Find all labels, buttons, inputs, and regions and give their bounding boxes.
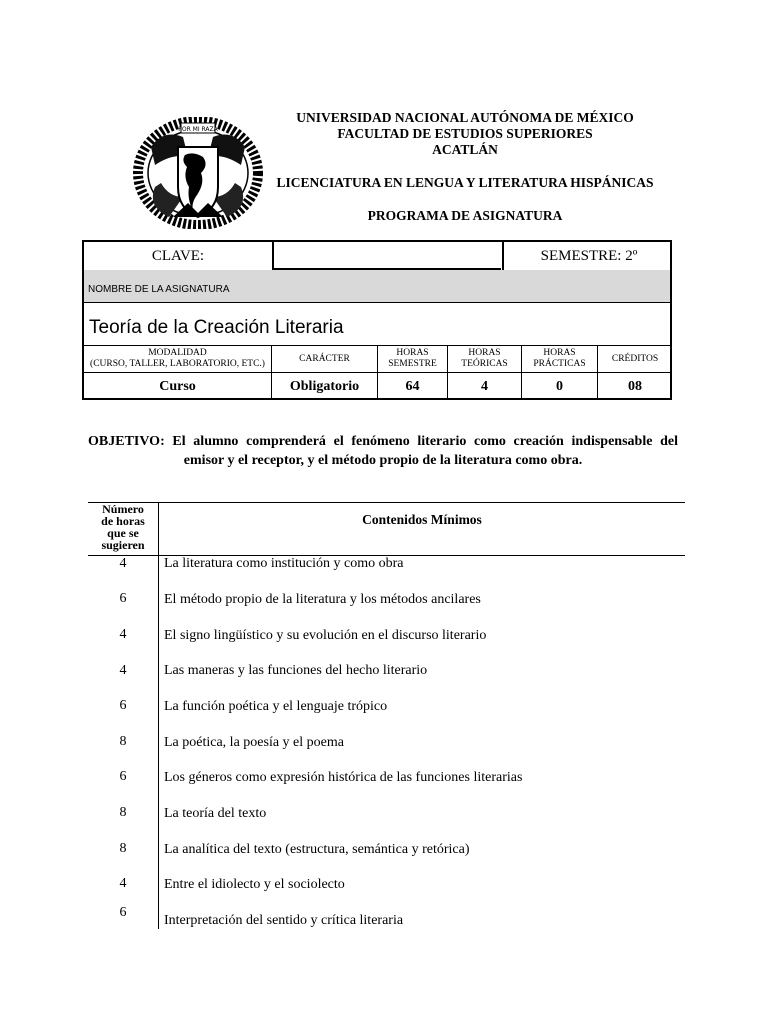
row-hours: 8: [119, 734, 127, 749]
subject-info-box: [82, 240, 672, 400]
row-content: La analítica del texto (estructura, semántica y retórica): [164, 842, 470, 857]
row-content: La función poética y el lenguaje trópico: [164, 699, 388, 714]
column-header: HORAS TEÓRICAS: [448, 346, 522, 372]
clave-row: [84, 242, 670, 271]
column-value: 0: [522, 373, 598, 400]
row-hours: 4: [119, 876, 127, 891]
row-content: El método propio de la literatura y los métodos ancilares: [164, 592, 481, 607]
row-hours: 6: [119, 905, 127, 920]
table-column-rule: [158, 502, 159, 929]
semestre-label: SEMESTRE: 2º: [502, 242, 674, 270]
column-values-row: [84, 373, 670, 400]
row-content: La literatura como institución y como obra: [164, 556, 404, 571]
row-content: Las maneras y las funciones del hecho literario: [164, 663, 428, 678]
column-value: Curso: [84, 373, 272, 400]
clave-label: CLAVE:: [84, 242, 274, 270]
row-hours: 4: [119, 556, 127, 571]
row-hours: 4: [119, 663, 127, 678]
degree-name: LICENCIATURA EN LENGUA Y LITERATURA HISPÁNICAS: [276, 175, 654, 190]
unam-seal-icon: [133, 117, 263, 229]
table-top-rule: [88, 502, 685, 503]
row-content: La teoría del texto: [164, 806, 267, 821]
column-value: 64: [378, 373, 448, 400]
row-content: Los géneros como expresión histórica de las funciones literarias: [164, 770, 523, 785]
column-value: 4: [448, 373, 522, 400]
nombre-row: [84, 270, 670, 303]
row-hours: 8: [119, 841, 127, 856]
column-header: CARÁCTER: [272, 346, 378, 372]
campus-name: ACATLÁN: [432, 142, 498, 157]
faculty-name: FACULTAD DE ESTUDIOS SUPERIORES: [337, 126, 593, 141]
row-hours: 6: [119, 591, 127, 606]
column-header: HORAS PRÁCTICAS: [522, 346, 598, 372]
column-header: HORAS SEMESTRE: [378, 346, 448, 372]
clave-value: [273, 242, 501, 270]
row-hours: 8: [119, 805, 127, 820]
nombre-label: NOMBRE DE LA ASIGNATURA: [88, 284, 230, 295]
row-content: Interpretación del sentido y crítica literaria: [164, 913, 404, 928]
column-value: 08: [628, 378, 642, 394]
program-title: PROGRAMA DE ASIGNATURA: [367, 208, 563, 223]
hours-column-header: Número de horas que se sugieren: [101, 502, 145, 552]
objective-text: OBJETIVO: El alumno comprenderá el fenómeno literario como creación indispensable del emisor y el receptor, y el método propio de la literatura como obra.: [88, 434, 678, 468]
contents-column-header: Contenidos Mínimos: [362, 512, 482, 527]
row-content: El signo lingüístico y su evolución en el discurso literario: [164, 628, 487, 643]
column-value: Obligatorio: [272, 373, 378, 400]
column-header: CRÉDITOS: [611, 353, 659, 364]
column-header: MODALIDAD (CURSO, TALLER, LABORATORIO, ETC.): [84, 346, 272, 372]
row-hours: 6: [119, 769, 127, 784]
column-headers-row: [84, 346, 670, 373]
row-content: Entre el idiolecto y el sociolecto: [164, 877, 345, 892]
row-hours: 6: [119, 698, 127, 713]
university-name: UNIVERSIDAD NACIONAL AUTÓNOMA DE MÉXICO: [296, 110, 634, 125]
subject-title: Teoría de la Creación Literaria: [89, 317, 344, 338]
row-hours: 4: [119, 627, 127, 642]
svg-text:POR MI RAZA: POR MI RAZA: [178, 126, 218, 133]
row-content: La poética, la poesía y el poema: [164, 735, 344, 750]
title-row: [84, 303, 670, 346]
